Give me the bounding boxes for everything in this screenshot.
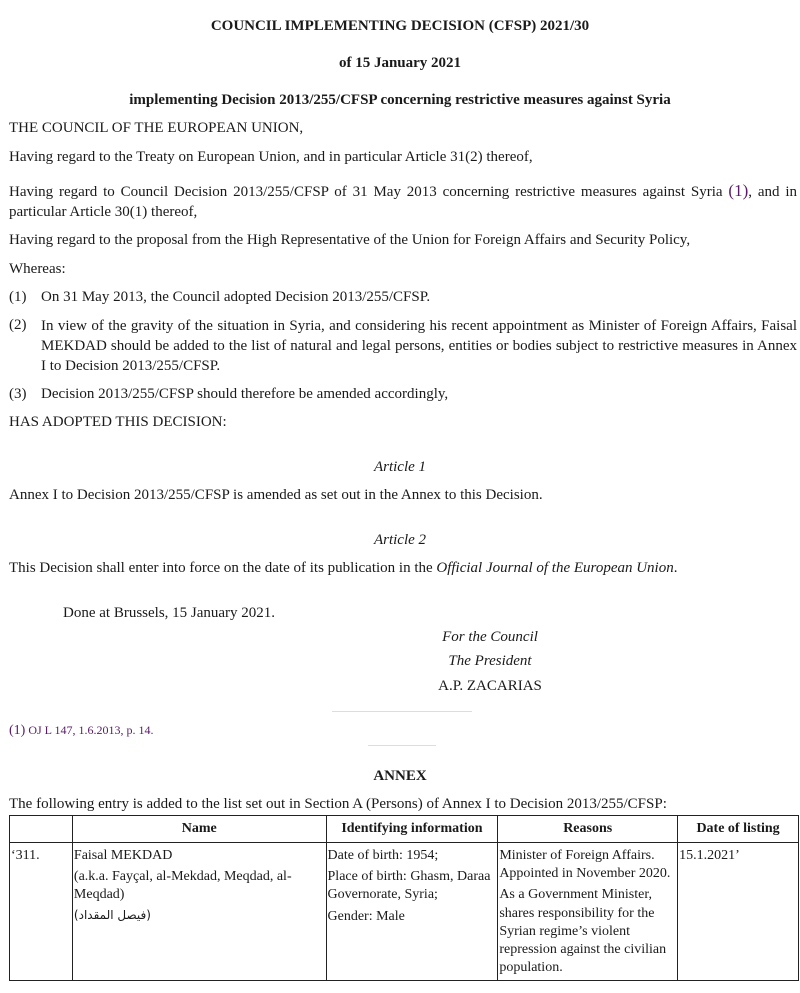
- entry-pob: Place of birth: Ghasm, Daraa Governorate, Syria;: [327, 869, 491, 903]
- decision-date: of 15 January 2021: [338, 55, 462, 71]
- recital-text: On 31 May 2013, the Council adopted Decision 2013/255/CFSP.: [41, 289, 431, 305]
- adopted-heading: HAS ADOPTED THIS DECISION:: [9, 414, 227, 430]
- signature-for: For the Council: [442, 629, 538, 645]
- column-header: Date of listing: [678, 816, 799, 843]
- entry-gender: Gender: Male: [327, 908, 405, 924]
- signature-role: The President: [448, 653, 532, 669]
- decision-subject: implementing Decision 2013/255/CFSP concerning restrictive measures against Syria: [129, 92, 671, 108]
- council-heading: THE COUNCIL OF THE EUROPEAN UNION,: [9, 120, 304, 136]
- entry-reason-responsibility: As a Government Minister, shares responsibility for the Syrian regime’s violent repression against the civilian population.: [499, 887, 667, 976]
- entry-dob: Date of birth: 1954;: [327, 848, 439, 863]
- regard-decision-text-b: , and in particular Article 30(1) thereof,: [9, 184, 797, 220]
- recital-text: Decision 2013/255/CFSP should therefore be amended accordingly,: [41, 386, 449, 402]
- recital-text: In view of the gravity of the situation in Syria, and considering his recent appointment as Minister of Foreign Affairs, Faisal MEKDAD should be added to the list of natural and legal persons, entities or bodies subject to restrictive measures in Annex I to Decision 2013/255/CFSP.: [41, 318, 797, 374]
- decision-title: COUNCIL IMPLEMENTING DECISION (CFSP) 2021/30: [210, 18, 590, 34]
- official-journal-title: Official Journal of the European Union: [436, 560, 674, 576]
- recital-number: (3): [9, 386, 27, 402]
- entry-date: 15.1.2021’: [678, 843, 799, 981]
- entry-name: Faisal MEKDAD: [73, 848, 173, 863]
- entry-reasons-cell: [498, 843, 678, 981]
- article-2-title: Article 2: [373, 532, 427, 548]
- recital-number: (1): [9, 289, 27, 305]
- annex-title: ANNEX: [373, 768, 427, 784]
- regard-decision-text-a: Having regard to Council Decision 2013/255/CFSP of 31 May 2013 concerning restrictive measures against Syria: [9, 184, 729, 200]
- entry-reason-appointment: Minister of Foreign Affairs. Appointed in November 2020.: [499, 848, 671, 882]
- column-header: [10, 816, 73, 843]
- regard-treaty: Having regard to the Treaty on European Union, and in particular Article 31(2) thereof,: [9, 149, 533, 165]
- footnote: [9, 722, 154, 740]
- separator: [332, 711, 472, 712]
- annex-intro: The following entry is added to the list set out in Section A (Persons) of Annex I to Decision 2013/255/CFSP:: [9, 796, 667, 812]
- separator: [368, 745, 436, 746]
- footnote-text: OJ L 147, 1.6.2013, p. 14.: [28, 723, 154, 737]
- whereas-label: Whereas:: [9, 261, 66, 277]
- entry-aka: (a.k.a. Fayçal, al-Mekdad, Meqdad, al-Meqdad): [73, 869, 292, 903]
- entry-arabic-name: (فيصل المقداد): [73, 907, 151, 922]
- table-row: [10, 843, 799, 981]
- footnote-ref[interactable]: (1): [9, 723, 26, 738]
- entry-name-cell: [72, 843, 326, 981]
- entry-identifying-cell: [326, 843, 498, 981]
- annex-table: [9, 815, 799, 981]
- regard-decision: [9, 180, 797, 222]
- article-1-title: Article 1: [373, 459, 427, 475]
- column-header: Reasons: [498, 816, 678, 843]
- table-header-row: [10, 816, 799, 843]
- signature-name: A.P. ZACARIAS: [438, 678, 542, 694]
- footnote-reference-link[interactable]: (1): [728, 181, 749, 200]
- article-2-text-a: This Decision shall enter into force on the date of its publication in the: [9, 560, 437, 576]
- column-header: Identifying information: [326, 816, 498, 843]
- column-header: Name: [72, 816, 326, 843]
- entry-number: ‘311.: [10, 843, 73, 981]
- article-2-text-b: .: [673, 560, 678, 576]
- article-2-text: [9, 559, 797, 579]
- done-at: Done at Brussels, 15 January 2021.: [63, 605, 276, 621]
- recital-number: (2): [9, 317, 27, 333]
- regard-proposal: Having regard to the proposal from the High Representative of the Union for Foreign Affairs and Security Policy,: [9, 232, 691, 248]
- article-1-text: Annex I to Decision 2013/255/CFSP is amended as set out in the Annex to this Decision.: [9, 487, 543, 503]
